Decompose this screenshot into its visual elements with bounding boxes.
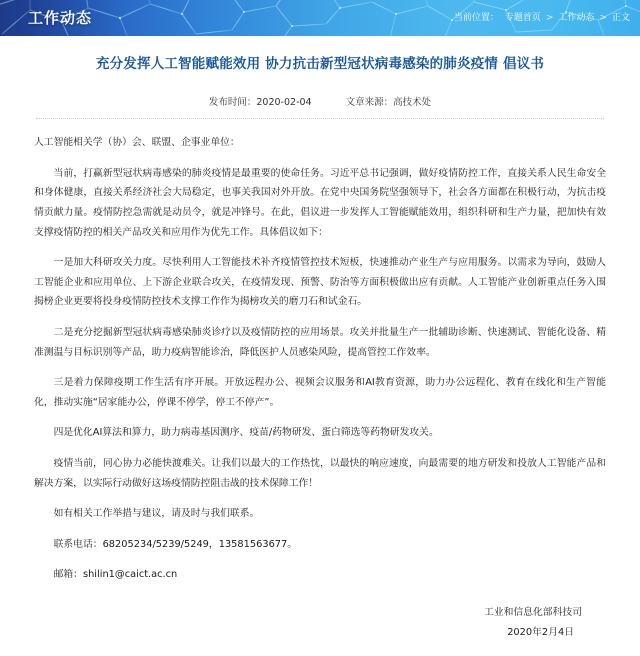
contact-phone-label: 联系电话： [53, 538, 103, 550]
article-source-label: 文章来源： [345, 97, 394, 109]
contact-phone [34, 535, 606, 555]
meta-divider [36, 118, 604, 119]
article [0, 36, 640, 656]
breadcrumb-separator-1: > [545, 13, 554, 23]
article-meta [34, 78, 606, 118]
paragraph-intro: 当前，打赢新型冠状病毒感染的肺炎疫情是最重要的使命任务。习近平总书记强调，做好疫情防控工作，直接关系人民生命安全和身体健康，直接关系经济社会大局稳定，也事关我国对外开放。在党中央国务院坚强领导下，社会各方面都在积极行动，为抗击疫情贡献力量。疫情防控急需就是动员令，就是冲锋号。在此，倡议进一步发挥人工智能赋能效用，组织科研和生产力量，把加快有效支撑疫情防控的相关产品攻关和应用作为优先工作。具体倡议如下： [34, 167, 606, 238]
contact-email-label: 邮箱： [53, 569, 83, 581]
breadcrumb-label: 当前位置： [453, 13, 499, 23]
contact-phone-value: 68205234/5239/5249，13581563677。 [102, 538, 298, 550]
paragraph-point-3: 三是着力保障疫期工作生活有序开展。开放远程办公、视频会议服务和AI教育资源，助力办公远程化、教育在线化和生产智能化，推动实施“居家能办公，停课不停学，停工不停产”。 [34, 377, 606, 408]
signature-block [34, 603, 606, 642]
paragraph-point-4: 四是优化AI算法和算力，助力病毒基因测序、疫苗/药物研发、蛋白筛选等药物研发攻关。 [53, 427, 439, 439]
contact-email-value[interactable]: shilin1@caict.ac.cn [82, 569, 178, 581]
publish-time [209, 94, 312, 108]
signature-date: 2020年2月4日 [507, 626, 574, 638]
page-content [0, 36, 640, 656]
breadcrumb-item-home[interactable]: 专题首页 [504, 13, 541, 23]
paragraph-point-1: 一是加大科研攻关力度。尽快利用人工智能技术补齐疫情管控技术短板，快速推动产业生产与应用服务。以需求为导向，鼓励人工智能企业和应用单位、上下游企业联合攻关，在疫情发现、预警、防治等方面积极做出应有贡献。人工智能产业创新重点任务入围揭榜企业更要将投身疫情防控技术支撑工作作为揭榜攻关的磨刀石和试金石。 [34, 257, 606, 308]
signature-org: 工业和信息化部科技司 [484, 606, 582, 618]
bottom-spacer [34, 642, 606, 656]
article-source [346, 94, 432, 108]
article-body [34, 133, 606, 585]
paragraph-closing: 疫情当前，同心协力必能快渡难关。让我们以最大的工作热忱，以最快的响应速度，向最需要的地方研发和投放人工智能产品和解决方案，以实际行动做好这场疫情防控阻击战的技术保障工作！ [34, 457, 606, 489]
section-title: 工作动态 [28, 9, 93, 27]
contact-email [34, 565, 606, 585]
publish-time-value: 2020-02-04 [256, 97, 312, 109]
paragraph-contact-invite: 如有相关工作举措与建议，请及时与我们联系。 [53, 508, 260, 520]
salutation: 人工智能相关学（协）会、联盟、企事业单位： [34, 137, 240, 149]
breadcrumb-item-current: 正文 [611, 13, 630, 23]
paragraph-point-2: 二是充分挖掘新型冠状病毒感染肺炎诊疗以及疫情防控的应用场景。攻关并批量生产一批辅助诊断、快速测试、智能化设备、精准测温与目标识别等产品，助力疫病智能诊治，降低医护人员感染风险，提高管控工作效率。 [34, 327, 606, 358]
article-source-value: 高技术处 [393, 97, 432, 109]
breadcrumb-separator-2: > [599, 13, 607, 23]
site-banner [0, 0, 640, 36]
publish-time-label: 发布时间： [208, 97, 257, 109]
breadcrumb [454, 0, 630, 36]
page-title: 充分发挥人工智能赋能效用 协力抗击新型冠状病毒感染的肺炎疫情 倡议书 [95, 56, 545, 72]
breadcrumb-item-news[interactable]: 工作动态 [558, 13, 595, 23]
